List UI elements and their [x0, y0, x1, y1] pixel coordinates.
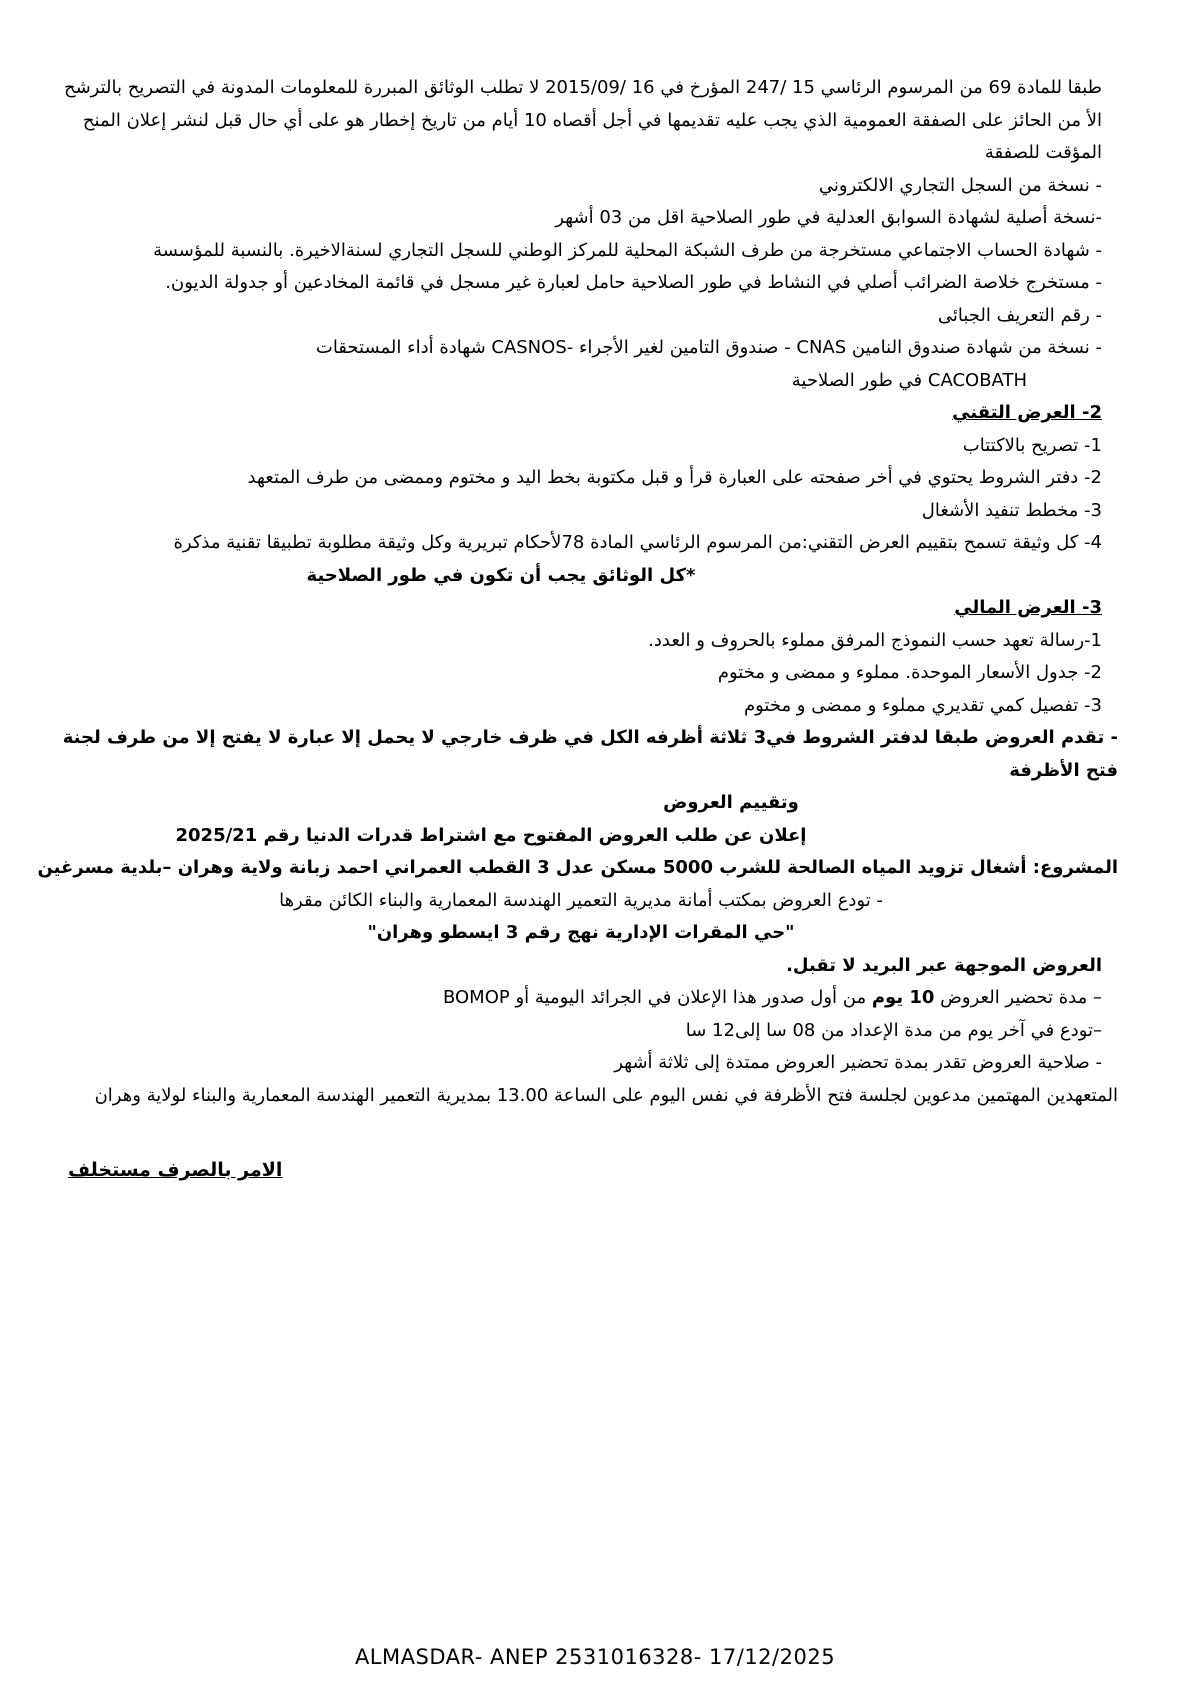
preparation-duration-line	[60, 982, 1102, 1015]
announcement-title: إعلان عن طلب العروض المفتوح مع اشتراط قدرات الدنيا رقم 2025/21	[175, 824, 807, 846]
doc-item-casier-judiciaire: -نسخة أصلية لشهادة السوابق العدلية في طور الصلاحية اقل من 03 أشهر	[555, 207, 1102, 228]
project-line: المشروع: أشغال تزويد المياه الصالحة للشرب 5000 مسكن عدل 3 القطب العمراني احمد زبانة ولاية وهران –بلدية مسرغين	[37, 857, 1118, 878]
tech-item-2: 2- دفتر الشروط يحتوي في أخر صفحته على العبارة قرأ و قبل مكتوبة بخط اليد و مختوم وممضى من طرف المتعهد	[247, 467, 1102, 488]
footer-anep-line: ALMASDAR- ANEP 2531016328- 17/12/2025	[354, 1645, 836, 1669]
envelopes-instruction: - تقدم العروض طبقا لدفتر الشروط في3 ثلاثة أظرفه الكل في ظرف خارجي لا يحمل إلا عبارة لا يفتح إلا من طرف لجنة فتح الأظرفة	[62, 727, 1118, 781]
doc-item-registre-commerce: - نسخة من السجل التجاري الالكتروني	[818, 174, 1102, 196]
intro-paragraph: طبقا للمادة 69 من المرسوم الرئاسي 15 /247 المؤرخ في 16 /2015/09 لا تطلب الوثائق المبررة للمعلومات المدونة في التصريح بالترشح الأ من الحائز على الصفقة العمومية الذي يجب عليه تقديمها في أجل أقصاه 10 أيام من تاريخ إخطار هو على أي حال قبل لنشر إعلان المنح المؤقت للصفقة	[63, 77, 1102, 163]
tech-item-1: 1- تصريح بالاكتتاب	[962, 434, 1102, 456]
doc-line-segment: 10 يوم	[871, 987, 935, 1008]
doc-line-segment: من أول صدور هذا الإعلان في الجرائد اليومية أو BOMOP	[442, 987, 872, 1008]
fin-item-1: 1-رسالة تعهد حسب النموذج المرفق مملوء بالحروف و العدد.	[648, 629, 1102, 651]
heading-offre-financiere: 3- العرض المالي	[954, 597, 1102, 618]
doc-item-cacobath: CACOBATH في طور الصلاحية	[791, 369, 1027, 391]
signature-line: الامر بالصرف مستخلف	[68, 1159, 283, 1181]
heading-offre-technique: 2- العرض التقني	[952, 402, 1102, 423]
fin-item-3: 3- تفصيل كمي تقديري مملوء و ممضى و مختوم	[743, 694, 1102, 716]
tech-item-3: 3- مخطط تنفيد الأشغال	[921, 499, 1102, 521]
doc-item-nif: - رقم التعريف الجبائى	[937, 304, 1102, 326]
opening-session-line: المتعهدين المهتمين مدعوين لجلسة فتح الأظرفة في نفس اليوم على الساعة 13.00 بمديرية التعمير الهندسة المعمارية والبناء لولاية وهران	[94, 1084, 1118, 1106]
document-lines	[37, 72, 1118, 1112]
validity-line: - صلاحية العروض تقدر بمدة تحضير العروض ممتدة إلى ثلاثة أشهر	[614, 1052, 1102, 1073]
doc-line-segment: – مدة تحضير العروض	[934, 987, 1102, 1008]
note-validity: *كل الوثائق يجب أن تكون في طور الصلاحية	[306, 564, 696, 586]
doc-item-extrait-impots: - مستخرج خلاصة الضرائب أصلي في النشاط في طور الصلاحية حامل لعبارة غير مسجل في قائمة المخادعين أو جدولة الديون.	[165, 272, 1102, 293]
doc-item-cnas-casnos: - نسخة من شهادة صندوق النامين CNAS - صندوق التامين لغير الأجراء -CASNOS شهادة أداء المستحقات	[315, 337, 1102, 358]
fin-item-2: 2- جدول الأسعار الموحدة. مملوء و ممضى و مختوم	[717, 662, 1102, 683]
deposit-time-line: –تودع في آخر يوم من مدة الإعداد من 08 سا إلى12 سا	[685, 1019, 1102, 1041]
no-mail-line: العروض الموجهة عبر البريد لا تقبل.	[786, 954, 1102, 976]
address-line: "حي المقرات الإدارية نهج رقم 3 ايسطو وهران"	[367, 922, 795, 943]
envelopes-instruction-cont: وتقييم العروض	[663, 792, 799, 813]
tech-item-4: 4- كل وثيقة تسمح بتقييم العرض التقني:من المرسوم الرئاسي المادة 78لأحكام تبريرية وكل وثيقة مطلوبة تطبيقا تقنية مذكرة	[173, 532, 1102, 553]
doc-item-compte-social: - شهادة الحساب الاجتماعي مستخرجة من طرف الشبكة المحلية للمركز الوطني للسجل التجاري لسنةالاخيرة. بالنسبة للمؤسسة	[153, 239, 1102, 261]
deposit-office-line: - تودع العروض بمكتب أمانة مديرية التعمير الهندسة المعمارية والبناء الكائن مقرها	[279, 889, 883, 911]
